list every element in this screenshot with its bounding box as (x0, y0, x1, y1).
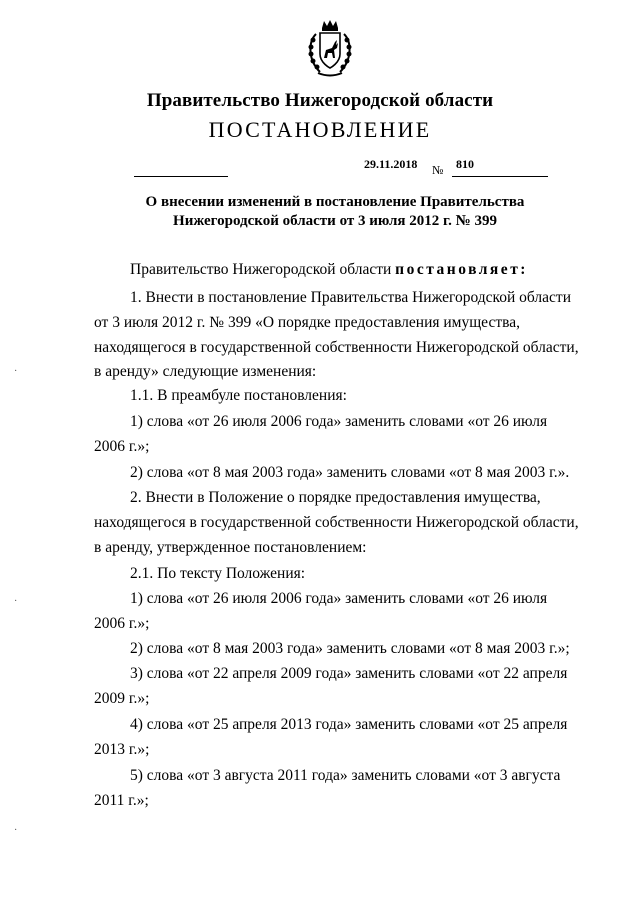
p2-1-2: 2) слова «от 8 мая 2003 года» заменить словами «от 8 мая 2003 г.»; (130, 640, 570, 657)
number-sign: № (432, 163, 444, 177)
p2-1-4-line-2: 2013 г.»; (94, 741, 150, 758)
p1-line-2: от 3 июля 2012 г. № 399 «О порядке предоставления имущества, (94, 314, 520, 331)
p2-1-3-line-2: 2009 г.»; (94, 690, 150, 707)
p2-1-5-line-1: 5) слова «от 3 августа 2011 года» заменить словами «от 3 августа (130, 767, 561, 784)
p1-1-2: 2) слова «от 8 мая 2003 года» заменить словами «от 8 мая 2003 г.». (130, 464, 570, 481)
p1-1-1-line-1: 1) слова «от 26 июля 2006 года» заменить словами «от 26 июля (130, 413, 548, 430)
scan-mark: · (14, 366, 18, 377)
p1-1: 1.1. В преамбуле постановления: (130, 387, 347, 404)
document-type: ПОСТАНОВЛЕНИЕ (208, 117, 432, 142)
number-underline (452, 176, 548, 177)
scan-mark: · (14, 596, 18, 607)
document-subject (100, 193, 570, 231)
document-date: 29.11.2018 (364, 157, 418, 171)
scan-mark: · (14, 825, 18, 836)
p2-1: 2.1. По тексту Положения: (130, 565, 306, 582)
p2-1-1-line-1: 1) слова «от 26 июля 2006 года» заменить словами «от 26 июля (130, 590, 548, 607)
subject-line-1: О внесении изменений в постановление Правительства (145, 194, 525, 210)
document-number: 810 (456, 157, 474, 171)
p1-line-1: 1. Внести в постановление Правительства Нижегородской области (130, 289, 571, 306)
intro-decree-word: постановляет: (395, 261, 528, 278)
p2-line-2: находящегося в государственной собственности Нижегородской области, (94, 514, 579, 531)
blank-line-left (134, 176, 228, 177)
p2-1-3-line-1: 3) слова «от 22 апреля 2009 года» заменить словами «от 22 апреля (130, 665, 568, 682)
p1-1-1-line-2: 2006 г.»; (94, 438, 150, 455)
p2-line-3: в аренду, утвержденное постановлением: (94, 539, 367, 556)
coat-of-arms-icon (302, 18, 358, 80)
p2-1-5-line-2: 2011 г.»; (94, 792, 149, 809)
p2-1-1-line-2: 2006 г.»; (94, 615, 150, 632)
p1-line-3: находящегося в государственной собственности Нижегородской области, (94, 339, 579, 356)
p2-1-4-line-1: 4) слова «от 25 апреля 2013 года» заменить словами «от 25 апреля (130, 716, 568, 733)
p1-line-4: в аренду» следующие изменения: (94, 363, 317, 380)
government-title: Правительство Нижегородской области (146, 90, 494, 111)
intro-paragraph (130, 258, 585, 282)
intro-text: Правительство Нижегородской области (130, 261, 396, 278)
p2-line-1: 2. Внести в Положение о порядке предоставления имущества, (130, 489, 541, 506)
subject-line-2: Нижегородской области от 3 июля 2012 г. № 399 (173, 213, 497, 229)
